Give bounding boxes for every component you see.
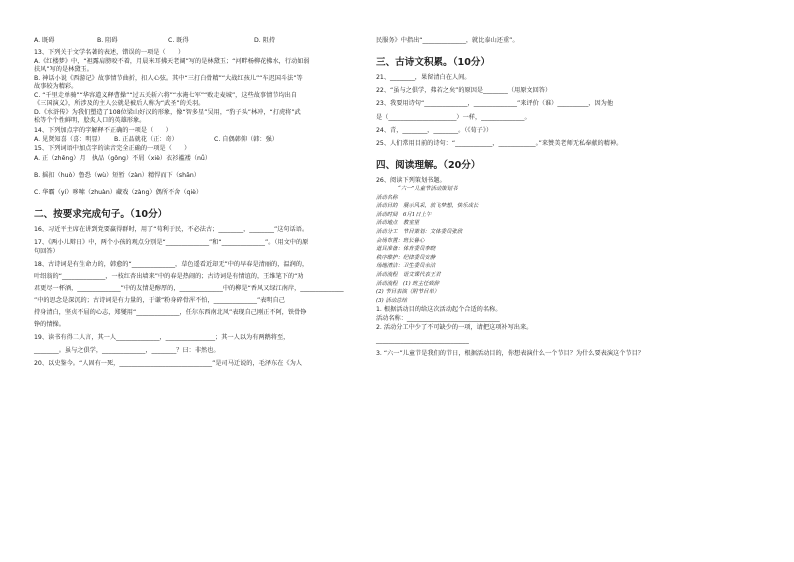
plan-line: 活动名称 (376, 194, 398, 201)
q13-option-c-line2: 《三国演义》，所涉及的主人公就是被后人称为“武圣”的关羽。 (34, 100, 205, 107)
q14-options (34, 135, 376, 144)
choices-row-top (34, 36, 376, 45)
choice-b: B. 阻碍 (97, 37, 118, 44)
q20-continued: 民服务》中指出“______________，就比泰山还重”。 (376, 37, 519, 44)
plan-line: 场地清洁：卫生委员余洁 (376, 263, 436, 270)
plan-line: 活动目的 展示风采，放飞梦想，快乐成长 (376, 203, 479, 210)
choice-a: A. 既碍 (34, 37, 55, 44)
q26-stem: 26、阅读下列策划书题。 (376, 177, 446, 184)
sub-q3: 3. “六一”儿童节是我们的节日，根据活动目的，你想表演什么一个节目？为什么要表演这个节目？ (376, 350, 644, 358)
q13-option-d-line1: D.《水浒传》为我们塑造了108位梁山好汉的形象，像“智多星”吴用，“豹子头”林冲，“打虎将”武 (34, 108, 301, 116)
q13-option-b-line2: 故事较为精彩。 (34, 83, 78, 90)
q13-option-b-line1: B. 神话小说《西游记》故事情节曲折，扣人心弦。其中“三打白骨精”“大战红孩儿”“车迟国斗法”等 (34, 74, 303, 82)
q14-option-c: C. 自偶韩仰（韩：强） (214, 135, 278, 143)
q15-stem: 15、下列词语中加点字的读音完全正确的一项是（ ） (34, 144, 191, 152)
q15-option-b: B. 摇扣（huò）鲁恐（wù）短暂（zàn）精悍而下（shān） (34, 171, 200, 179)
q15-option-c: C. 华霸（yí）哆嗦（zhuàn）藏戏（zàng）偶所不舍（qiè） (34, 188, 203, 196)
q13-stem: 13、下列关于文学名著的表述，错误的一项是（ ） (34, 49, 185, 56)
choice-d: D. 阻持 (254, 37, 276, 44)
right-column (376, 36, 766, 358)
q18-line1: 18、古诗词是有生命力的，韩愈的“______________，草色遥看近却无”中的早春是清丽的，温润的， (34, 260, 309, 268)
q20: 20、以史鉴今。“人固有一死，______________________________”是司马迁说的，毛泽东在《为人 (34, 359, 302, 367)
q14-stem: 14、下列加点字的字解释不正确的一项是（ ） (34, 126, 172, 134)
plan-line: 活动地点 教室里 (376, 220, 420, 227)
plan-line: 活动流程 (1) 班主任致辞 (376, 280, 440, 287)
left-column (34, 36, 376, 368)
q17-line1: 17、《两小儿辩日》中，两个小孩的观点分别是“______________”和“______________”。（用文中的原 (34, 238, 309, 246)
sub-q2: 2. 活动分工中少了不可缺少的一项，请把这项补写出来。 (376, 324, 533, 332)
q25: 25、人们常用目前的诗句：“____________，____________。”来赞美老师无私奉献的精神。 (376, 140, 623, 147)
q23-line1: 23、我要用诗句“______________，______________”来评价（谁）__________，因为他 (376, 100, 614, 107)
q18-line3: 君更尽一杯酒，______________”中的友情是醇厚的，______________中的柳是“香风又绿江南岸，______________ (34, 284, 344, 292)
q19-line2: ________。虽与之俱学，______________，________？曰：非然也。 (34, 346, 220, 354)
plan-line: 活动时间 6月1日上午 (376, 211, 432, 218)
plan-line: 活动分工 节目策划：文体委员张欣 (376, 228, 463, 235)
q18-line2: 叶绍翁的“______________，一枝红杏出墙来”中的春是热闹的；古诗词是有情谊的，王维笔下的“劝 (34, 272, 304, 280)
sub-q2-answer-line[interactable]: ______________________________ (376, 337, 469, 345)
q21: 21、________，果留清白在人间。 (376, 74, 471, 81)
q13-option-d-line2: 松等个个性鲜明，脍炙人口的英雄形象。 (34, 117, 146, 124)
q13-option-a-line2: 扶风”写的是林黛玉。 (34, 66, 93, 73)
plan-line: 会场布置：班长鲁心 (376, 237, 425, 244)
q18-line6: 铮的情操。 (34, 320, 65, 328)
q22: 22、“虽与之俱学，弗若之矣”的原因是________（用原文回答） (376, 87, 552, 94)
q17-line2: 句回答） (34, 247, 59, 255)
q13-option-c-line1: C. “千里走单骑”“华容道义释曹操”“过五关斩六将”“水淹七军”“败走麦城”，这些故事情节均出自 (34, 91, 298, 99)
q14-option-b: B. 正品就花（正：奇） (114, 135, 178, 143)
q15-option-a: A. 正（zhēng）月 执品（gōng）不屑（xiè）衣衫褴褛（nǚ） (34, 154, 212, 162)
q14-option-a: A. 见贤知喜（喜：明显） (34, 135, 104, 143)
q18-line4: ”中的思念是深沉的；古诗词是有力量的，于谦“粉身碎骨浑不怕，______________”表明自己 (34, 296, 285, 304)
q24: 24、青，________，________。（《荀子》） (376, 127, 493, 134)
plan-line: (3) 活动总结 (376, 297, 407, 304)
q23-line2: 是（______________________）一样，______________。 (376, 114, 531, 121)
sub-q1-answer-line[interactable]: 活动名称：______________________________ (376, 315, 500, 323)
plan-title: “六一”儿童节活动策划书 (398, 186, 458, 192)
sub-q1: 1. 根据活动目的给这次活动起个合适的名称。 (376, 306, 502, 314)
plan-line: (2) 节目表演（附节目单） (376, 289, 440, 296)
q19-line1: 19、读书有得二人言，其一人______________，________________；其一人以为有两鹅将至， (34, 333, 290, 341)
choice-c: C. 既得 (168, 37, 189, 44)
plan-line: 道具准备：体育委员李晓 (376, 246, 436, 253)
section-2-heading: 二、按要求完成句子。（10分） (34, 208, 168, 220)
section-4-heading: 四、阅读理解。（20分） (376, 160, 481, 171)
plan-line: 活动流程 语文课代表王君 (376, 271, 441, 278)
q18-line5: 持身清白，坚贞不屈的心志，郑燮用“______________，任尔东西南北风”表现自己刚正不阿，铁骨铮 (34, 308, 307, 316)
q16: 16、习近平主席在讲到党要赢得群时，用了“苟利于民，不必法古；________，________”这句话语。 (34, 225, 309, 233)
q13-option-a-line1: A.《红楼梦》中，“袒露肩膀咬不着，月晨米耳拂天老阔”写的是林黛玉；“河畔杨柳花拂水，行动如弱 (34, 57, 310, 65)
plan-line: 秩序维护：纪律委员安静 (376, 254, 436, 261)
section-3-heading: 三、古诗文积累。（10分） (376, 57, 491, 68)
